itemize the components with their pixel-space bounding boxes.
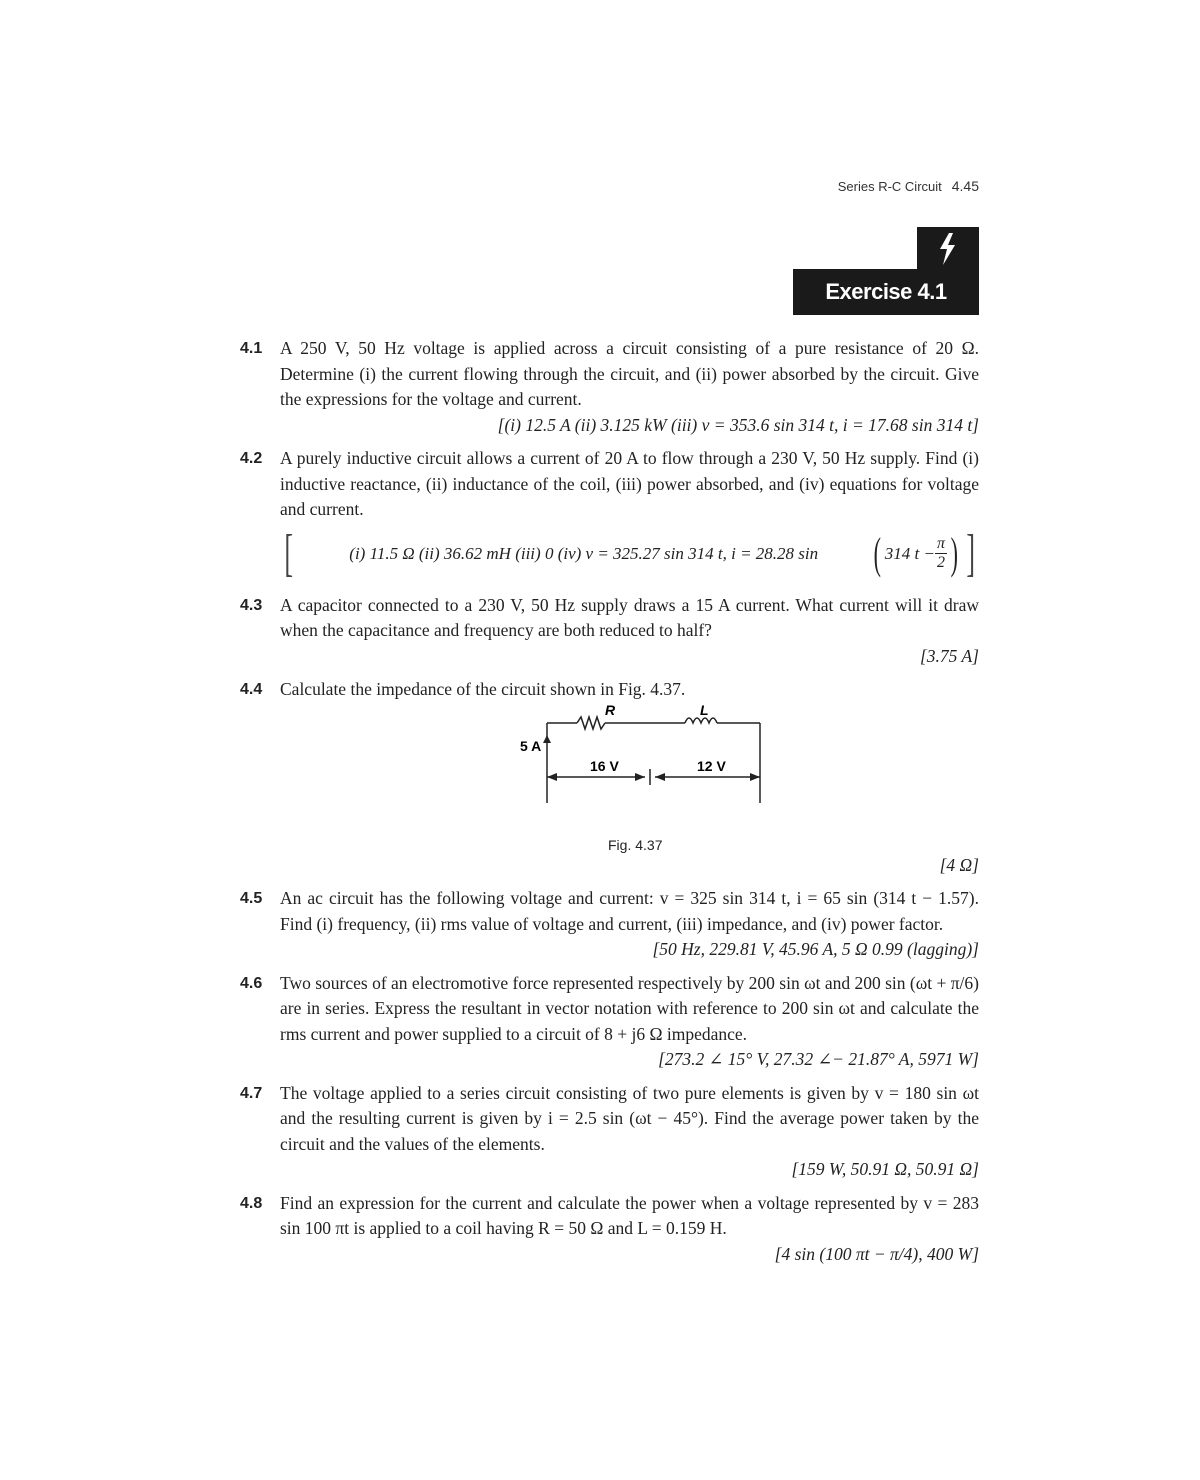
problem-number: 4.4 — [240, 681, 263, 698]
problem-text: Two sources of an electromotive force represented respectively by 200 sin ωt and 200 sin (ωt + π/6) are in series. Express the resultant in vector notation with reference to 200 sin ωt and calculate the rms current and power supplied to a circuit of 8 + j6 Ω impedance. — [280, 972, 979, 1044]
problem-item — [240, 677, 979, 878]
current-arrow — [543, 735, 551, 743]
answer-arg: 314 t − — [884, 543, 935, 563]
answer-main: (i) 11.5 Ω (ii) 36.62 mH (iii) 0 (iv) v = 325.27 sin 314 t, i = 28.28 sin — [349, 543, 819, 563]
problem-item — [240, 1081, 979, 1183]
arrowhead-vl-left — [655, 773, 665, 781]
problem-number: 4.1 — [240, 340, 263, 357]
problem-answer: [4 sin (100 πt − π/4), 400 W] — [774, 1243, 979, 1264]
problem-answer: [50 Hz, 229.81 V, 45.96 A, 5 Ω 0.99 (lagging)] — [652, 939, 979, 959]
problem-number: 4.6 — [240, 974, 263, 992]
problem-list — [240, 336, 979, 1275]
pi-over-two-fraction — [935, 535, 947, 572]
problem-answer: [159 W, 50.91 Ω, 50.91 Ω] — [791, 1159, 979, 1179]
problem-answer: [3.75 A] — [920, 645, 979, 666]
problem-item — [240, 971, 979, 1073]
right-bracket: ] — [965, 524, 975, 582]
problem-number: 4.7 — [240, 1084, 263, 1102]
page-number: 4.45 — [951, 178, 979, 194]
exercise-badge — [793, 227, 979, 315]
exercise-tab — [917, 227, 979, 269]
problem-text: An ac circuit has the following voltage and current: v = 325 sin 314 t, i = 65 sin (314 t − 1.57). Find (i) frequency, (ii) rms value of voltage and current, (iii) impedance, and (iv) power factor. — [280, 888, 979, 934]
right-paren: ) — [950, 528, 958, 578]
problem-number: 4.2 — [240, 450, 263, 467]
label-r: R — [605, 702, 616, 718]
fraction-denominator: 2 — [936, 554, 945, 571]
left-paren: ( — [873, 528, 882, 578]
problem-answer — [280, 523, 979, 585]
problem-number: 4.8 — [240, 1194, 263, 1212]
running-head — [838, 178, 979, 194]
circuit-diagram — [515, 703, 775, 831]
arrowhead-right — [750, 773, 760, 781]
problem-text: The voltage applied to a series circuit consisting of two pure elements is given by v = 180 sin ωt and the resulting current is given by i = 2.5 sin (ωt − 45°). Find the average power taken by the circuit and the values of the elements. — [280, 1082, 979, 1154]
exercise-title: Exercise 4.1 — [793, 269, 979, 315]
problem-answer: [273.2 ∠ 15° V, 27.32 ∠− 21.87° A, 5971 W] — [658, 1049, 979, 1069]
label-vl: 12 V — [697, 757, 726, 774]
problem-number: 4.3 — [240, 596, 263, 614]
problem-item — [240, 446, 979, 585]
answer-paren-group — [870, 524, 979, 582]
label-l: L — [700, 702, 709, 718]
running-head-title: Series R-C Circuit — [837, 179, 942, 194]
arrowhead-vr-right — [635, 773, 645, 781]
problem-text: Calculate the impedance of the circuit shown in Fig. 4.37. — [280, 679, 686, 699]
problem-item — [240, 593, 979, 670]
fraction-numerator: π — [936, 535, 945, 552]
problem-text: A purely inductive circuit allows a current of 20 A to flow through a 230 V, 50 Hz supply. Find (i) inductive reactance, (ii) inductance of the coil, (iii) power absorbed, and (iv) equations for voltage and current. — [280, 448, 979, 519]
lightning-icon — [936, 233, 958, 265]
problem-text: A 250 V, 50 Hz voltage is applied across a circuit consisting of a pure resistance of 20 Ω. Determine (i) the current flowing through the circuit, and (ii) power absorbed by the circuit. Give the expressions for the voltage and current. — [280, 338, 979, 409]
problem-item — [240, 886, 979, 963]
resistor-symbol — [577, 717, 605, 729]
label-vr: 16 V — [590, 757, 619, 774]
problem-text: A capacitor connected to a 230 V, 50 Hz supply draws a 15 A current. What current will it draw when the capacitance and frequency are both reduced to half? — [280, 594, 979, 640]
inductor-symbol — [685, 718, 717, 723]
problem-number: 4.5 — [240, 890, 263, 907]
label-current: 5 A — [520, 737, 542, 754]
problem-text: Find an expression for the current and calculate the power when a voltage represented by v = 283 sin 100 πt is applied to a coil having R = 50 Ω and L = 0.159 H. — [280, 1192, 979, 1238]
problem-item — [240, 336, 979, 438]
left-bracket: [ — [284, 524, 293, 582]
figure-caption: Fig. 4.37 — [608, 836, 663, 853]
problem-answer: [4 Ω] — [939, 854, 979, 875]
figure-4-37 — [280, 703, 979, 853]
problem-item — [240, 1191, 979, 1268]
problem-answer: [(i) 12.5 A (ii) 3.125 kW (iii) v = 353.6 sin 314 t, i = 17.68 sin 314 t] — [497, 414, 979, 435]
arrowhead-left — [547, 773, 557, 781]
